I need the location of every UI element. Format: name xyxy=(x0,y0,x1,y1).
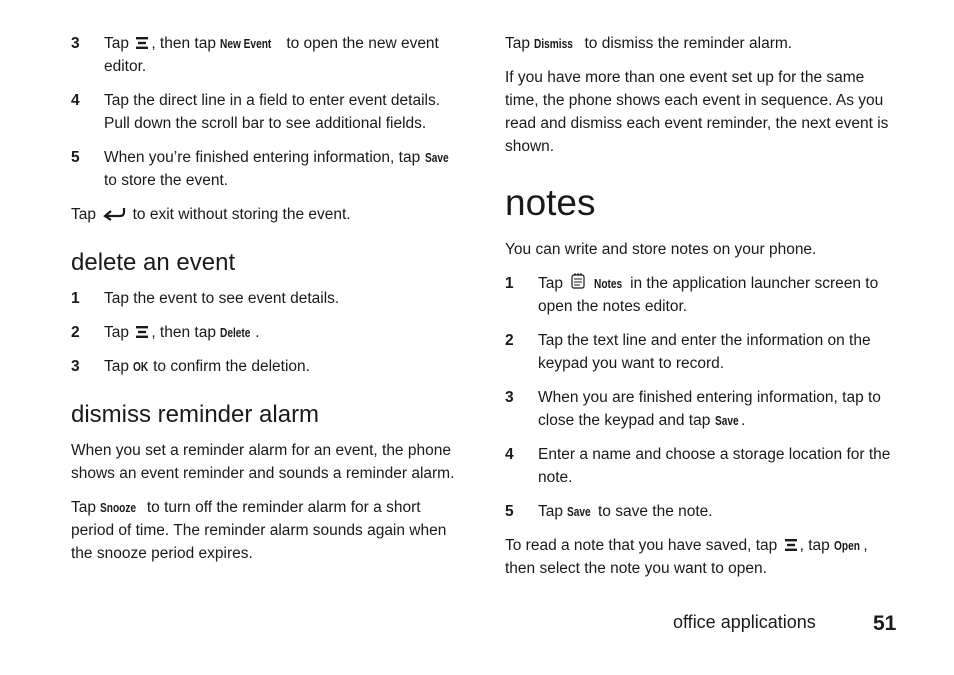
softkey-label: Save xyxy=(567,504,592,519)
menu-icon xyxy=(135,325,149,339)
footer-section-label: office applications xyxy=(673,612,816,632)
paragraph: Tap Snooze to turn off the reminder alarm for a short period of time. The reminder alarm sounds again when the snooze period expires. xyxy=(71,496,466,565)
list-item: 4 Tap the direct line in a field to enter event details. Pull down the scroll bar to see additional fields. xyxy=(71,89,466,135)
left-column xyxy=(71,32,466,576)
paragraph: When you set a reminder alarm for an event, the phone shows an event reminder and sounds a reminder alarm. xyxy=(71,442,455,482)
paragraph: If you have more than one event set up for the same time, the phone shows each event in sequence. As you read and dismiss each event reminder, the next event is shown. xyxy=(505,69,889,155)
page-title: notes xyxy=(505,182,596,223)
list-item: 1 Tap Notes in the application launcher screen to open the notes editor. xyxy=(505,272,900,318)
list-item: 4 Enter a name and choose a storage location for the note. xyxy=(505,443,900,489)
paragraph: Tap Dismiss to dismiss the reminder alarm. xyxy=(505,32,900,55)
softkey-label: Delete xyxy=(220,325,251,340)
paragraph: To read a note that you have saved, tap , tap Open , then select the note you want to open. xyxy=(505,534,900,580)
section-heading: delete an event xyxy=(71,249,236,276)
exit-instruction: Tap to exit without storing the event. xyxy=(71,206,351,223)
softkey-label: Save xyxy=(714,413,739,428)
list-item: 2 Tap , then tap Delete . xyxy=(71,321,466,344)
softkey-label: Dismiss xyxy=(534,36,574,51)
menu-icon xyxy=(784,538,798,552)
step-number: 5 xyxy=(71,149,80,166)
paragraph: You can write and store notes on your phone. xyxy=(505,241,817,258)
softkey-label: Snooze xyxy=(100,500,137,515)
softkey-label: OK xyxy=(133,359,149,374)
list-item: 1 Tap the event to see event details. xyxy=(71,287,466,310)
step-number: 3 xyxy=(71,358,80,375)
step-number: 1 xyxy=(505,275,514,292)
step-number: 1 xyxy=(71,290,80,307)
step-number: 3 xyxy=(71,35,80,52)
step-number: 4 xyxy=(71,92,80,109)
softkey-label: Open xyxy=(834,538,861,553)
page-number: 51 xyxy=(873,612,897,635)
softkey-label: New Event xyxy=(220,36,272,51)
menu-icon xyxy=(135,36,149,50)
softkey-label: Save xyxy=(424,150,449,165)
softkey-label: Notes xyxy=(593,276,622,291)
list-item: 3 When you are finished entering information, tap to close the keypad and tap Save . xyxy=(505,386,900,432)
step-number: 4 xyxy=(505,446,514,463)
list-item: 3 Tap , then tap New Event to open the new event editor. xyxy=(71,32,466,78)
section-heading: dismiss reminder alarm xyxy=(71,401,320,428)
step-number: 3 xyxy=(505,389,514,406)
step-number: 2 xyxy=(505,332,514,349)
step-number: 5 xyxy=(505,503,514,520)
step-number: 2 xyxy=(71,324,80,341)
notes-icon xyxy=(569,272,587,290)
list-item: 3 Tap OK to confirm the deletion. xyxy=(71,355,466,378)
right-column xyxy=(505,32,900,591)
list-item: 5 Tap Save to save the note. xyxy=(505,500,900,523)
back-arrow-icon xyxy=(102,207,126,221)
list-item: 2 Tap the text line and enter the information on the keypad you want to record. xyxy=(505,329,900,375)
list-item: 5 When you’re finished entering information, tap Save to store the event. xyxy=(71,146,466,192)
